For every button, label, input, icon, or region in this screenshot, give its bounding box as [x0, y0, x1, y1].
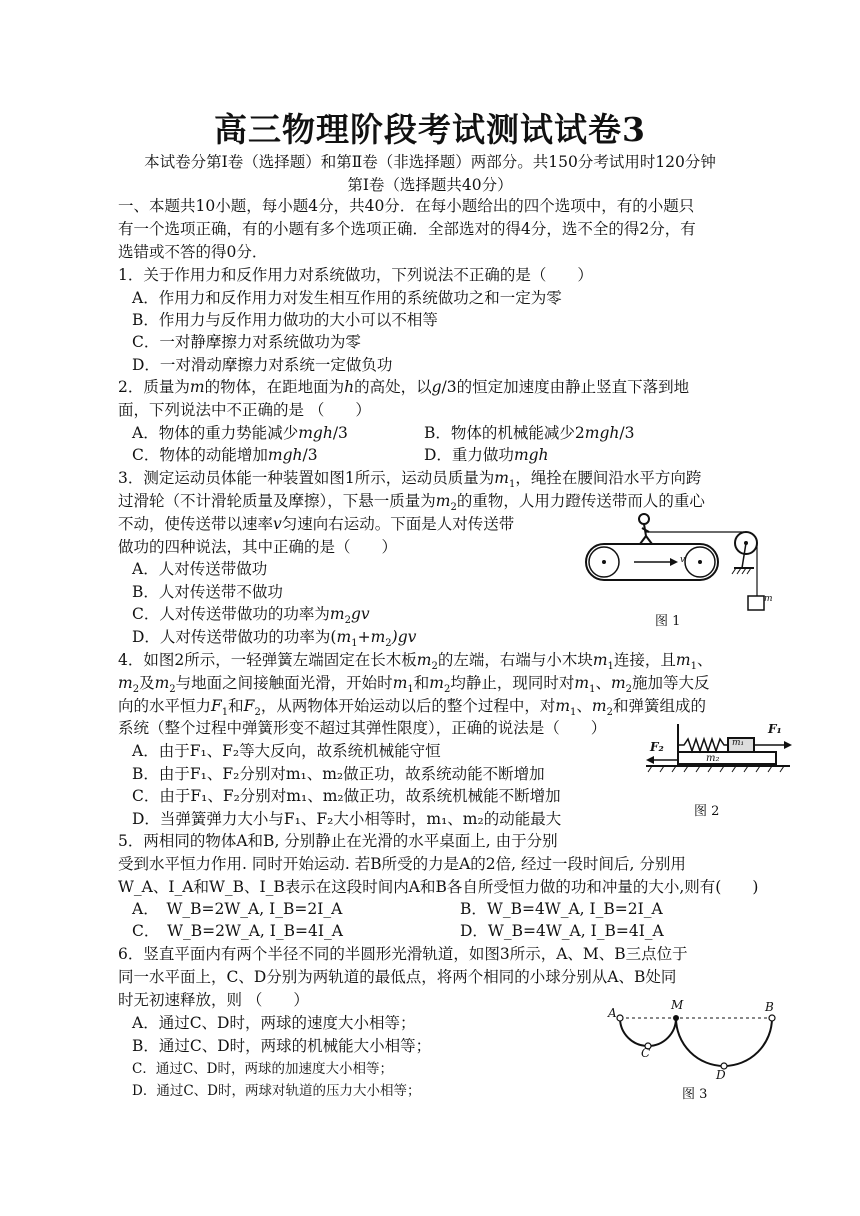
text: 4．如图2所示，一轻弹簧左端固定在长木板	[118, 651, 417, 669]
var: m	[435, 492, 451, 510]
instructions-line-3: 选错或不答的得0分．	[118, 243, 268, 261]
text: 的物体，在距地面为	[204, 378, 345, 396]
q4-stem-line-4: 系统（整个过程中弹簧形变不超过其弹性限度），正确的说法是（ ）	[118, 719, 607, 737]
figure-2-caption: 图 2	[694, 804, 720, 819]
q6-stem-line-3: 时无初速释放，则 （ ）	[118, 991, 309, 1009]
q4-option-d: D．当弹簧弹力大小与F₁、F₂大小相等时，m₁、m₂的动能最大	[132, 810, 562, 828]
text: 和	[228, 697, 244, 715]
text: 和	[413, 674, 430, 692]
figure-2-f2-label: F₂	[650, 740, 664, 754]
var: m	[329, 605, 345, 623]
q3-option-d: D．人对传送带做功的功率为$(m_1+m_2)gv$	[132, 628, 417, 650]
text: 不动，使传送带以速率	[118, 515, 274, 533]
text: +	[357, 628, 371, 646]
q5-option-a: A． W_B=2W_A, I_B=2I_A	[132, 900, 343, 918]
q2-stem-line-1	[118, 377, 689, 397]
q2-option-d	[424, 445, 549, 465]
section-heading: 第Ⅰ卷（选择题共40分）	[347, 176, 513, 194]
var: mgh	[584, 424, 620, 442]
text: 及	[139, 674, 155, 692]
figure-2-m2-label: m₂	[706, 753, 720, 764]
figure-3-label-c: C	[641, 1046, 651, 1060]
var: m	[494, 469, 509, 487]
text: /3的恒定加速度由静止竖直下落到地	[441, 378, 690, 396]
var: mgh	[513, 446, 549, 464]
figure-1-velocity-label: v	[680, 555, 686, 565]
instructions-line-2: 有一个选项正确，有的小题有多个选项正确．全部选对的得4分，选不全的得2分，有	[118, 220, 696, 238]
figure-3-label-b: B	[765, 1000, 774, 1014]
var: )gv	[391, 628, 417, 646]
text: /3	[619, 424, 635, 442]
figure-3-label-m: M	[671, 998, 684, 1012]
text: ，从两物体开始运动以后的整个过程中，对	[260, 697, 556, 715]
text: 过滑轮（不计滑轮质量及摩擦），下悬一质量为	[118, 492, 436, 510]
q3-stem-line-2: 过滑轮（不计滑轮质量及摩擦），下悬一质量为$m_2$的重物，人用力蹬传送带而人的重心	[118, 492, 705, 514]
text: 匀速向右运动。下面是人对传送带	[281, 515, 515, 533]
figure-3-caption: 图 3	[682, 1087, 708, 1102]
page-title: 高三物理阶段考试测试试卷3	[214, 110, 646, 149]
q5-stem-line-2: 受到水平恒力作用. 同时开始运动. 若B所受的力是A的2倍, 经过一段时间后, 分别用	[118, 855, 686, 873]
q3-stem-line-3	[118, 514, 514, 534]
q6-option-c: C．通过C、D时，两球的加速度大小相等；	[132, 1061, 393, 1077]
var: m	[370, 628, 386, 646]
var: v	[273, 515, 282, 533]
var: m	[189, 378, 205, 396]
q4-option-c: C．由于F₁、F₂分别对m₁、m₂做正功，故系统机械能不断增加	[132, 787, 561, 805]
text: 均静止，现同时对	[450, 674, 575, 692]
text: /3	[302, 446, 318, 464]
figure-2-f1-label: F₁	[768, 722, 782, 736]
instructions-line-1: 一、本题共10小题，每小题4分，共40分．在每小题给出的四个选项中，有的小题只	[118, 197, 695, 215]
figure-1-caption: 图 1	[655, 614, 681, 629]
q6-option-a: A．通过C、D时，两球的速度大小相等；	[132, 1014, 416, 1032]
q4-stem-line-1: 4．如图2所示，一轻弹簧左端固定在长木板$m_2$的左端，右端与小木块$m_1$连接，且$m_1$、	[118, 651, 713, 673]
q1-option-d: D．一对滑动摩擦力对系统一定做负功	[132, 356, 393, 374]
q1-option-a: A．作用力和反作用力对发生相互作用的系统做功之和一定为零	[132, 289, 562, 307]
q1-option-c: C．一对静摩擦力对系统做功为零	[132, 333, 361, 351]
q6-option-b: B．通过C、D时，两球的机械能大小相等；	[132, 1037, 432, 1055]
q3-option-b: B．人对传送带不做功	[132, 583, 283, 601]
q3-stem-line-1: 3．测定运动员体能一种装置如图1所示，运动员质量为$m_1$，绳拴在腰间沿水平方向跨	[118, 469, 702, 491]
q4-option-b: B．由于F₁、F₂分别对m₁、m₂做正功，故系统动能不断增加	[132, 765, 545, 783]
text: 施加等大反	[632, 674, 710, 692]
q1-option-b: B．作用力与反作用力做功的大小可以不相等	[132, 311, 438, 329]
q2-stem-line-2: 面，下列说法中不正确的是 （ ）	[118, 401, 371, 419]
text: 、	[595, 674, 611, 692]
text: 3．测定运动员体能一种装置如图1所示，运动员质量为	[118, 469, 495, 487]
q4-stem-line-2: $m_2$及$m_2$与地面之间接触面光滑，开始时$m_1$和$m_2$均静止，现同时对$m_1$、$m_2$施加等大反	[118, 674, 710, 696]
text: C．物体的动能增加	[132, 446, 268, 464]
figure-3-label-a: A	[608, 1006, 617, 1020]
text: 连接，且	[613, 651, 676, 669]
text: 与地面之间接触面光滑，开始时	[175, 674, 393, 692]
var: mgh	[298, 424, 333, 442]
text: 向的水平恒力	[118, 697, 212, 715]
text: D．重力做功	[424, 446, 514, 464]
text: 的高处，以	[354, 378, 432, 396]
q6-stem-line-1: 6．竖直平面内有两个半径不同的半圆形光滑轨道，如图3所示，A、M、B三点位于	[118, 945, 688, 963]
exam-subtitle: 本试卷分第Ⅰ卷（选择题）和第Ⅱ卷（非选择题）两部分。共150分考试用时120分钟	[144, 153, 716, 171]
q1-stem: 1．关于作用力和反作用力对系统做功，下列说法不正确的是（ ）	[118, 266, 593, 284]
q5-stem-line-1: 5．两相同的物体A和B, 分别静止在光滑的水平桌面上, 由于分别	[118, 832, 558, 850]
q5-option-b: B．W_B=4W_A, I_B=2I_A	[460, 900, 663, 918]
text: 的左端，右端与小木块	[437, 651, 593, 669]
var: h	[344, 378, 355, 396]
q2-option-a	[132, 423, 348, 443]
q3-stem-line-4: 做功的四种说法，其中正确的是（ ）	[118, 538, 398, 556]
var: mgh	[267, 446, 303, 464]
figure-1-mass-label: m	[764, 594, 773, 604]
q6-option-d: D．通过C、D时，两球对轨道的压力大小相等；	[132, 1083, 421, 1099]
q2-option-b	[424, 423, 634, 443]
q5-option-c: C． W_B=2W_A, I_B=4I_A	[132, 922, 343, 940]
q5-stem-line-3: W_A、I_A和W_B、I_B表示在这段时间内A和B各自所受恒力做的功和冲量的大小,则有( )	[118, 878, 759, 896]
figure-3-semicircle-tracks	[600, 990, 780, 1080]
q6-stem-line-2: 同一水平面上，C、D分别为两轨道的最低点，将两个相同的小球分别从A、B处同	[118, 968, 677, 986]
var: m	[336, 628, 352, 646]
text: B．物体的机械能减少2	[424, 424, 585, 442]
text: 和弹簧组成的	[613, 697, 707, 715]
var: gv	[350, 605, 370, 623]
q2-option-c	[132, 445, 318, 465]
text: A．物体的重力势能减少	[132, 424, 299, 442]
q3-option-c: C．人对传送带做功的功率为$m_2gv$	[132, 605, 370, 627]
text: C．人对传送带做功的功率为	[132, 605, 330, 623]
q4-option-a: A．由于F₁、F₂等大反向，故系统机械能守恒	[132, 742, 441, 760]
figure-3-label-d: D	[716, 1068, 726, 1082]
q3-option-a: A．人对传送带做功	[132, 560, 268, 578]
q5-option-d: D．W_B=4W_A, I_B=4I_A	[460, 922, 664, 940]
q4-stem-line-3: 向的水平恒力$F_1$和$F_2$，从两物体开始运动以后的整个过程中，对$m_1$、$m_2$和弹簧组成的	[118, 697, 707, 719]
text: 2．质量为	[118, 378, 190, 396]
var: g	[431, 378, 442, 396]
text: /3	[332, 424, 348, 442]
text: D．人对传送带做功的功率为(	[132, 628, 337, 646]
text: 的重物，人用力蹬传送带而人的重心	[456, 492, 705, 510]
figure-2-m1-label: m₁	[732, 738, 745, 748]
text: ，绳拴在腰间沿水平方向跨	[515, 469, 702, 487]
figure-1-conveyor	[582, 510, 782, 625]
